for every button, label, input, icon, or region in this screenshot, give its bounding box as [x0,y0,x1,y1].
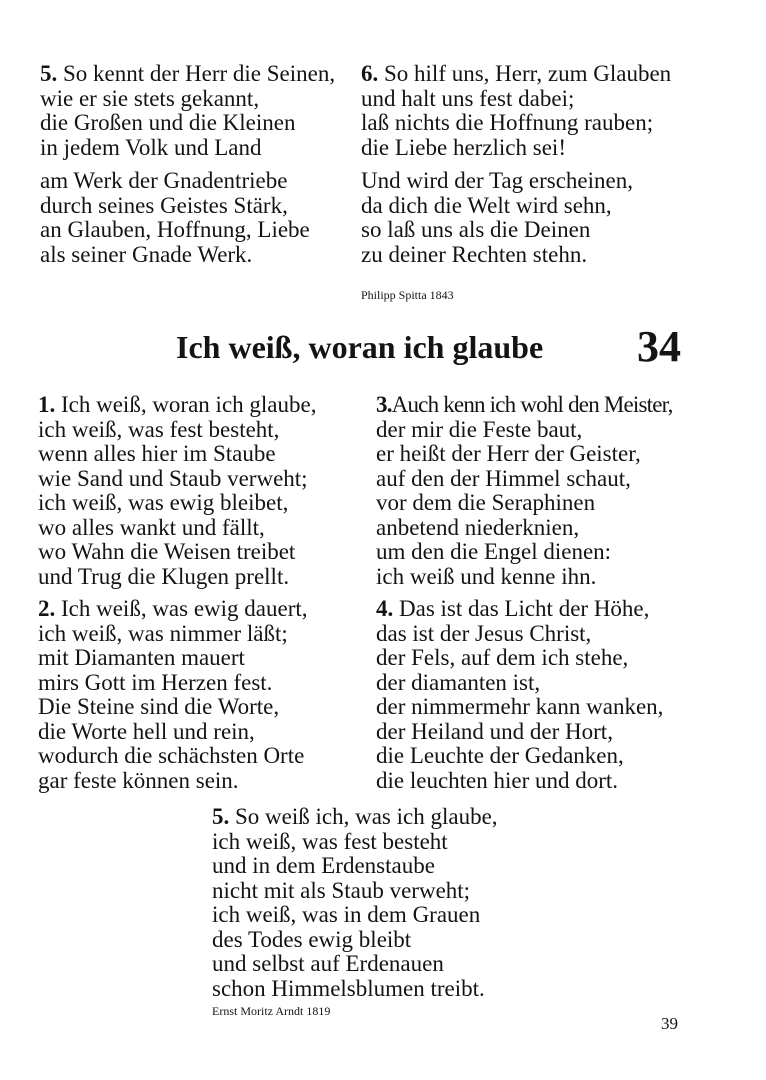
stanza-first-line: So hilf uns, Herr, zum Glauben [384,61,672,86]
stanza-line: in jedem Volk und Land [40,134,262,160]
stanza-3 [376,393,673,589]
stanza-line: und halt uns fest dabei; [361,85,575,111]
stanza-number: 6. [361,61,379,86]
stanza-line: das ist der Jesus Christ, [376,620,592,646]
stanza-line [40,62,335,87]
stanza-line: mirs Gott im Herzen fest. [38,669,273,695]
stanza-line [376,393,673,418]
stanza-line: ich weiß, was in dem Grauen [212,902,481,927]
stanza-line [212,805,498,830]
stanza-line: wo Wahn die Weisen treibet [38,539,296,564]
stanza-line: die leuchten hier und dort. [376,767,619,793]
stanza-line: vor dem die Seraphinen [376,490,596,515]
stanza-line: ich weiß, was nimmer läßt; [38,620,288,646]
stanza-line: des Todes ewig bleibt [212,926,412,952]
stanza-first-line: Ich weiß, was ewig dauert, [61,596,308,621]
stanza-line: ich weiß, was fest besteht [212,828,448,854]
stanza-line: die Liebe herzlich sei! [361,134,566,160]
stanza-line: schon Himmelsblumen treibt. [212,975,485,1001]
stanza-4 [376,597,663,793]
stanza-number: 1. [38,392,56,417]
stanza-line: wie er sie stets gekannt, [40,85,260,111]
stanza-line: der Fels, auf dem ich stehe, [376,645,629,670]
hymn-title: Ich weiß, woran ich glaube [176,329,544,365]
hymn-number: 34 [637,322,681,371]
stanza-line: zu deiner Rechten stehn. [361,241,588,267]
stanza-line: der diamanten ist, [376,669,541,695]
stanza-first-line: Das ist das Licht der Höhe, [399,596,650,621]
stanza-first-line: So weiß ich, was ich glaube, [235,804,498,829]
stanza-number: 2. [38,596,56,621]
prev-author-credit: Philipp Spitta 1843 [361,288,454,302]
stanza-line: mit Diamanten mauert [38,645,245,670]
stanza-line: und selbst auf Erdenauen [212,951,444,976]
stanza-line: und in dem Erdenstaube [212,853,435,878]
stanza-line: auf den der Himmel schaut, [376,465,631,491]
stanza-line: durch seines Geistes Stärk, [40,192,288,218]
stanza-1 [38,393,316,589]
stanza-number: 3. [376,392,392,417]
stanza-line: wenn alles hier im Staube [38,441,276,466]
stanza-number: 5. [40,61,58,86]
stanza-line [361,62,671,87]
stanza-line: die Leuchte der Gedanken, [376,743,624,768]
stanza-line: der mir die Feste baut, [376,416,583,442]
stanza-number: 4. [376,596,394,621]
stanza-line [38,393,316,418]
stanza-line: und Trug die Klugen prellt. [38,563,290,589]
stanza-first-line: Auch kenn ich wohl den Meister, [391,392,673,417]
stanza-line: wo alles wankt und fällt, [38,514,265,540]
stanza-line [38,597,308,622]
stanza-line: am Werk der Gnadentriebe [40,168,288,193]
stanza-line: der Heiland und der Hort, [376,718,613,744]
stanza-line: er heißt der Herr der Geister, [376,441,641,466]
stanza-line: nicht mit als Staub verweht; [212,877,471,903]
stanza-line: Die Steine sind die Worte, [38,694,280,719]
stanza-2 [38,597,308,793]
stanza-first-line: So kennt der Herr die Seinen, [63,61,336,86]
stanza-line: die Großen und die Kleinen [40,110,296,135]
prev-stanza-6 [361,62,671,267]
stanza-line: ich weiß und kenne ihn. [376,563,597,589]
stanza-line [376,597,663,622]
stanza-line: an Glauben, Hoffnung, Liebe [40,217,310,242]
prev-stanza-5 [40,62,335,267]
stanza-line: anbetend niederknien, [376,514,580,540]
stanza-line: Und wird der Tag erscheinen, [361,168,633,193]
stanza-line: laß nichts die Hoffnung rauben; [361,110,654,135]
stanza-line: gar feste können sein. [38,767,239,793]
stanza-first-line: Ich weiß, woran ich glaube, [61,392,317,417]
stanza-line: wie Sand und Staub verweht; [38,465,308,491]
stanza-line: ich weiß, was ewig bleibet, [38,490,289,515]
stanza-line: um den die Engel dienen: [376,539,612,564]
stanza-line: ich weiß, was fest besteht, [38,416,280,442]
page-number: 39 [661,1014,678,1033]
author-credit: Ernst Moritz Arndt 1819 [212,1004,331,1018]
stanza-line: der nimmermehr kann wanken, [376,694,664,719]
stanza-line: da dich die Welt wird sehn, [361,192,612,218]
stanza-line: die Worte hell und rein, [38,718,255,744]
stanza-line: wodurch die schächsten Orte [38,743,305,768]
stanza-number: 5. [212,804,230,829]
stanza-line: als seiner Gnade Werk. [40,241,253,267]
stanza-5 [212,805,498,1001]
stanza-line: so laß uns als die Deinen [361,217,591,242]
